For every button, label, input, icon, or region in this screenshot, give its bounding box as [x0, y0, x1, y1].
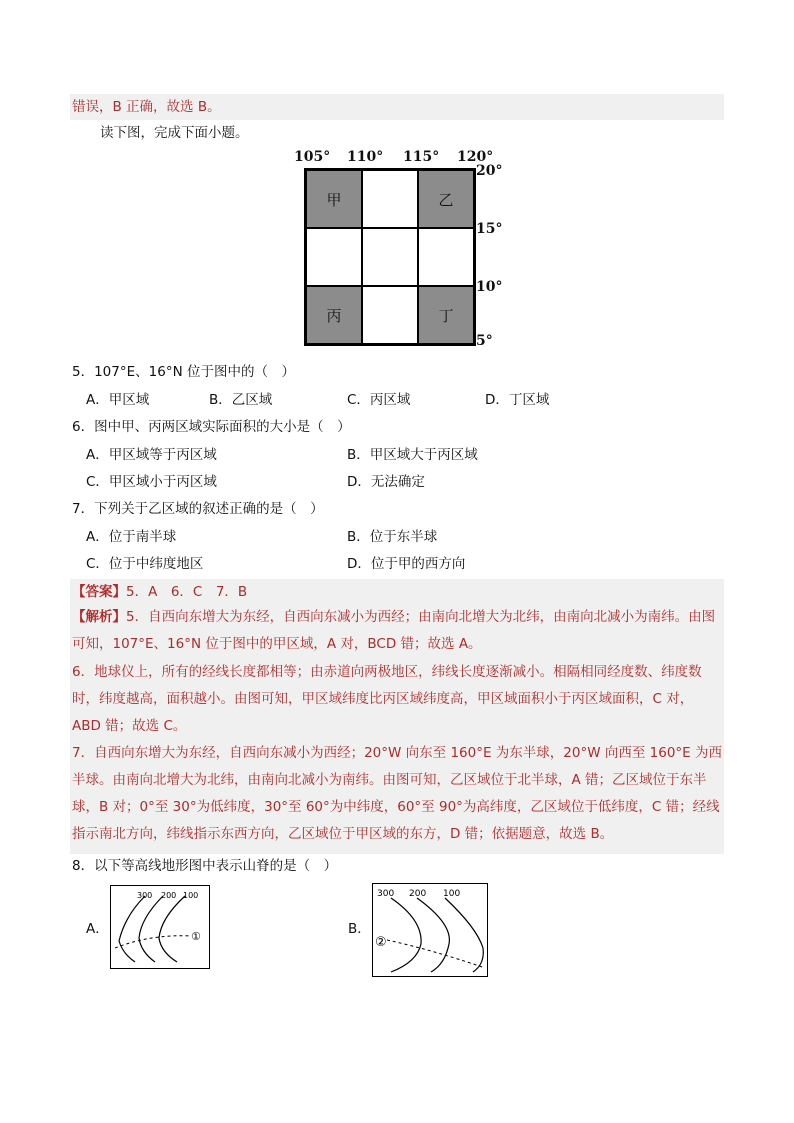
analysis-5-text: 5．自西向东增大为东经，自西向东减小为西经；由南向北增大为北纬，由南向北减小为南纬。由图可知，107°E、16°N 位于图中的甲区域，A 对，BCD 错；故选 A。 — [72, 609, 716, 652]
q7-option-b[interactable]: B．位于东半球 — [347, 529, 438, 545]
q7-option-a[interactable]: A．位于南半球 — [86, 529, 177, 545]
answer-text: 5．A 6．C 7．B — [126, 584, 248, 600]
q5-option-a[interactable]: A．甲区域 — [86, 392, 150, 408]
analysis-7-text: 7．自西向东增大为东经，自西向东减小为西经；20°W 向东至 160°E 为东半球，20°W 向西至 160°E 为西半球。由南向北增大为北纬，由南向北减小为南纬。由图可知，乙区域位于北半球，A 错；乙区域位于东半球，B 对；0°至 30°为低纬度，30°至 60°为中纬度，60°至 90°为高纬度，乙区域位于低纬度，C 错；经线指示南北方向，纬线指示东西方向，乙区域位于甲区域的东方，D 错；依据题意，故选 B。 — [72, 745, 722, 842]
region-bing: 丙 — [306, 286, 362, 344]
contour-label-200: 200 — [409, 889, 427, 899]
question-6-stem: 6．图中甲、丙两区域实际面积的大小是（ ） — [72, 419, 351, 435]
grid-cell — [306, 228, 362, 286]
grid-cell — [362, 286, 418, 344]
contour-map-a-svg — [111, 886, 209, 968]
answer-line — [72, 582, 247, 602]
contour-label-100: 100 — [443, 889, 461, 899]
question-7-stem: 7．下列关于乙区域的叙述正确的是（ ） — [72, 501, 324, 517]
q5-option-b[interactable]: B．乙区域 — [209, 392, 273, 408]
lon-label: 115° — [403, 149, 440, 165]
question-8-stem: 8．以下等高线地形图中表示山脊的是（ ） — [72, 858, 338, 874]
answer-tag: 【答案】 — [72, 584, 126, 600]
q8-option-b-label[interactable]: B． — [348, 921, 371, 937]
q7-option-d[interactable]: D．位于甲的西方向 — [347, 556, 466, 572]
contour-map-b[interactable] — [372, 883, 488, 977]
analysis-tag: 【解析】 — [72, 609, 126, 625]
grid-cell — [362, 170, 418, 228]
lon-label: 110° — [347, 149, 384, 165]
contour-label-200: 200 — [161, 891, 177, 900]
analysis-5 — [72, 604, 722, 658]
marker-2: ② — [375, 935, 387, 950]
q7-option-c[interactable]: C．位于中纬度地区 — [86, 556, 204, 572]
grid-cell — [362, 228, 418, 286]
intro-text: 读下图，完成下面小题。 — [100, 125, 249, 141]
lat-label: 20° — [476, 163, 503, 179]
q5-option-c[interactable]: C．丙区域 — [347, 392, 411, 408]
region-yi: 乙 — [418, 170, 474, 228]
q6-option-d[interactable]: D．无法确定 — [347, 474, 425, 490]
q6-option-c[interactable]: C．甲区域小于丙区域 — [86, 474, 217, 490]
contour-map-a[interactable] — [110, 885, 210, 969]
contour-label-300: 300 — [137, 891, 153, 900]
q5-option-d[interactable]: D．丁区域 — [485, 392, 550, 408]
contour-label-300: 300 — [377, 889, 395, 899]
lat-label: 5° — [476, 333, 493, 349]
analysis-6-text: 6．地球仪上，所有的经线长度都相等；由赤道向两极地区，纬线长度逐渐减小。相隔相同经度数、纬度数时，纬度越高，面积越小。由图可知，甲区域纬度比丙区域纬度高，甲区域面积小于丙区域面积，C 对，ABD 错；故选 C。 — [72, 664, 702, 734]
marker-1: ① — [191, 930, 201, 943]
q8-option-a-label[interactable]: A． — [86, 921, 109, 937]
region-jia: 甲 — [306, 170, 362, 228]
contour-label-100: 100 — [183, 891, 199, 900]
lon-label: 105° — [294, 149, 331, 165]
q6-option-b[interactable]: B．甲区域大于丙区域 — [347, 447, 478, 463]
contour-map-b-svg — [373, 884, 487, 976]
q6-option-a[interactable]: A．甲区域等于丙区域 — [86, 447, 217, 463]
lon-label: 120° — [457, 149, 494, 165]
grid-cell — [418, 228, 474, 286]
prev-answer-note: 错误，B 正确，故选 B。 — [72, 99, 221, 115]
lat-label: 15° — [476, 221, 503, 237]
lat-label: 10° — [476, 279, 503, 295]
region-ding: 丁 — [418, 286, 474, 344]
question-5-stem: 5．107°E、16°N 位于图中的（ ） — [72, 364, 295, 380]
